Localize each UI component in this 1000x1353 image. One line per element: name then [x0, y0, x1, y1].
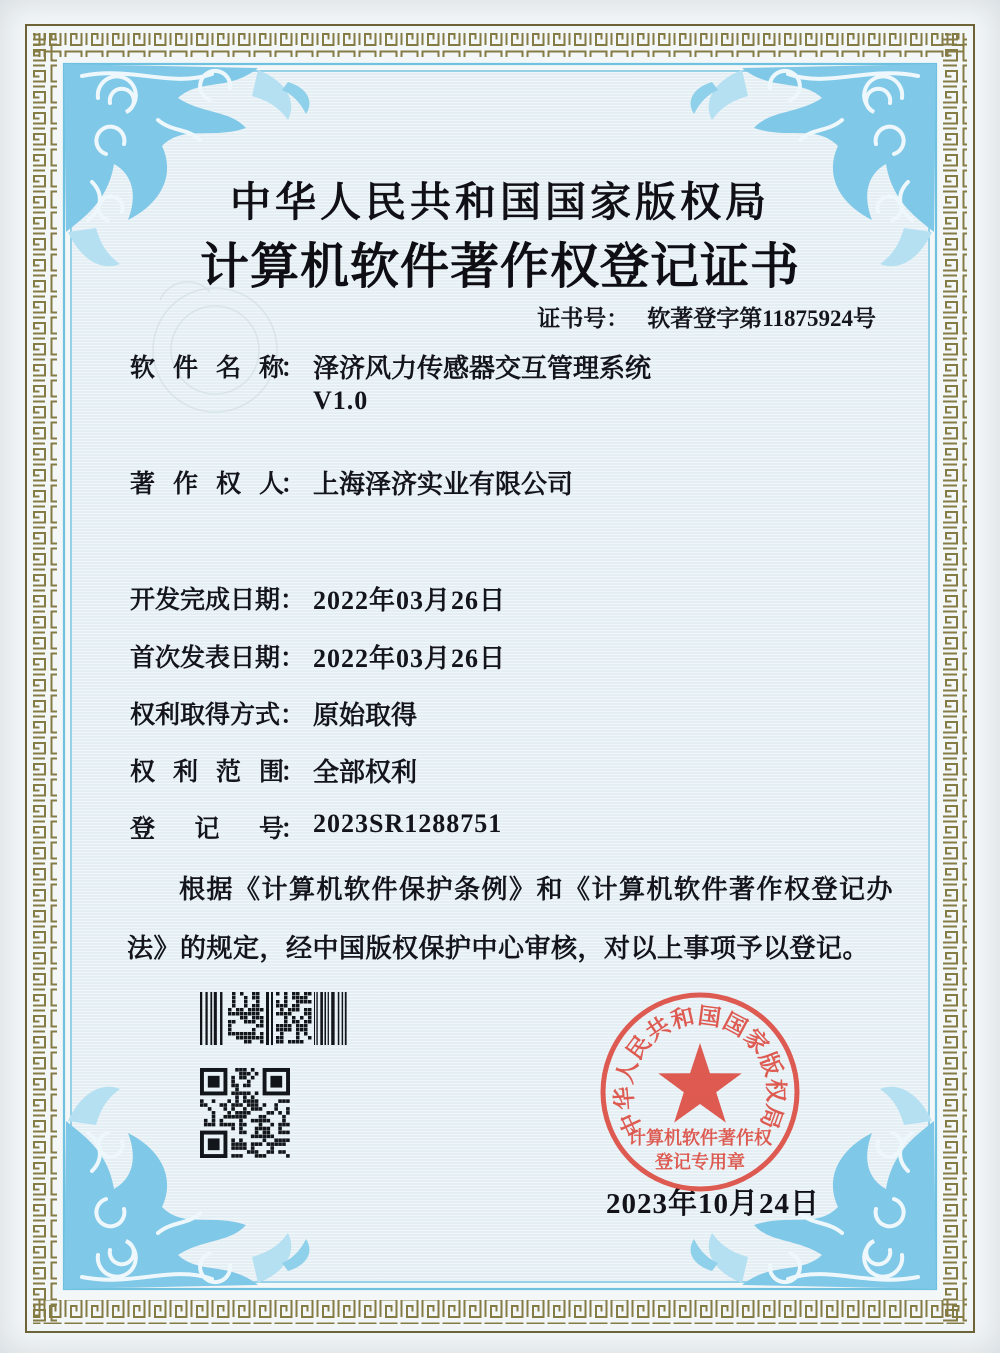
issuer-title: 中华人民共和国国家版权局: [230, 179, 770, 225]
seal-text-line2: 登记专用章: [655, 1152, 745, 1172]
field-value: 上海泽济实业有限公司: [313, 469, 574, 499]
field-rights-acquisition: [130, 695, 418, 731]
qr-code-graphic: [200, 1068, 290, 1158]
field-label: 权利取得方式：: [130, 701, 306, 729]
field-first-publish-date: [130, 638, 507, 674]
seal-star-icon: [658, 1043, 742, 1123]
field-label: 著 作 权 人：: [130, 470, 303, 498]
seal-graphic: [595, 987, 805, 1197]
seal-ring-text: 中华人民共和国国家版权局: [610, 1002, 790, 1141]
field-value: 2023SR1288751: [313, 809, 503, 838]
field-copyright-owner: [130, 464, 574, 500]
field-dev-complete-date: [130, 580, 507, 616]
certificate-number-label: 证书号：: [537, 306, 630, 331]
seal-text-line1: 计算机软件著作权: [628, 1128, 772, 1148]
field-value: 原始取得: [313, 700, 418, 730]
field-software-name: [130, 348, 652, 415]
barcode-graphic: [200, 992, 348, 1045]
field-label: 软 件 名 称：: [130, 354, 303, 382]
field-label: 首次发表日期：: [130, 644, 306, 672]
field-value: 2022年03月26日: [313, 586, 507, 615]
field-registration-number: [130, 809, 503, 845]
certificate-number: [537, 300, 876, 333]
barcode: [200, 992, 348, 1050]
qr-code: [200, 1068, 290, 1163]
software-version: V1.0: [313, 386, 369, 415]
official-seal: [595, 987, 805, 1202]
issue-date: 2023年10月24日: [606, 1188, 821, 1220]
registration-statement: 根据《计算机软件保护条例》和《计算机软件著作权登记办法》的规定，经中国版权保护中心审核，对以上事项予以登记。: [127, 874, 893, 963]
field-value: 2022年03月26日: [313, 644, 507, 673]
certificate-number-value: 软著登字第11875924号: [647, 306, 876, 331]
field-value: 全部权利: [313, 757, 418, 787]
field-label: 开发完成日期：: [130, 586, 306, 614]
certificate-title: 计算机软件著作权登记证书: [199, 239, 800, 294]
field-label: 权 利 范 围：: [130, 758, 303, 786]
field-label: 登 记 号：: [130, 815, 303, 843]
field-rights-scope: [130, 752, 418, 788]
field-value: 泽济风力传感器交互管理系统: [313, 353, 652, 383]
